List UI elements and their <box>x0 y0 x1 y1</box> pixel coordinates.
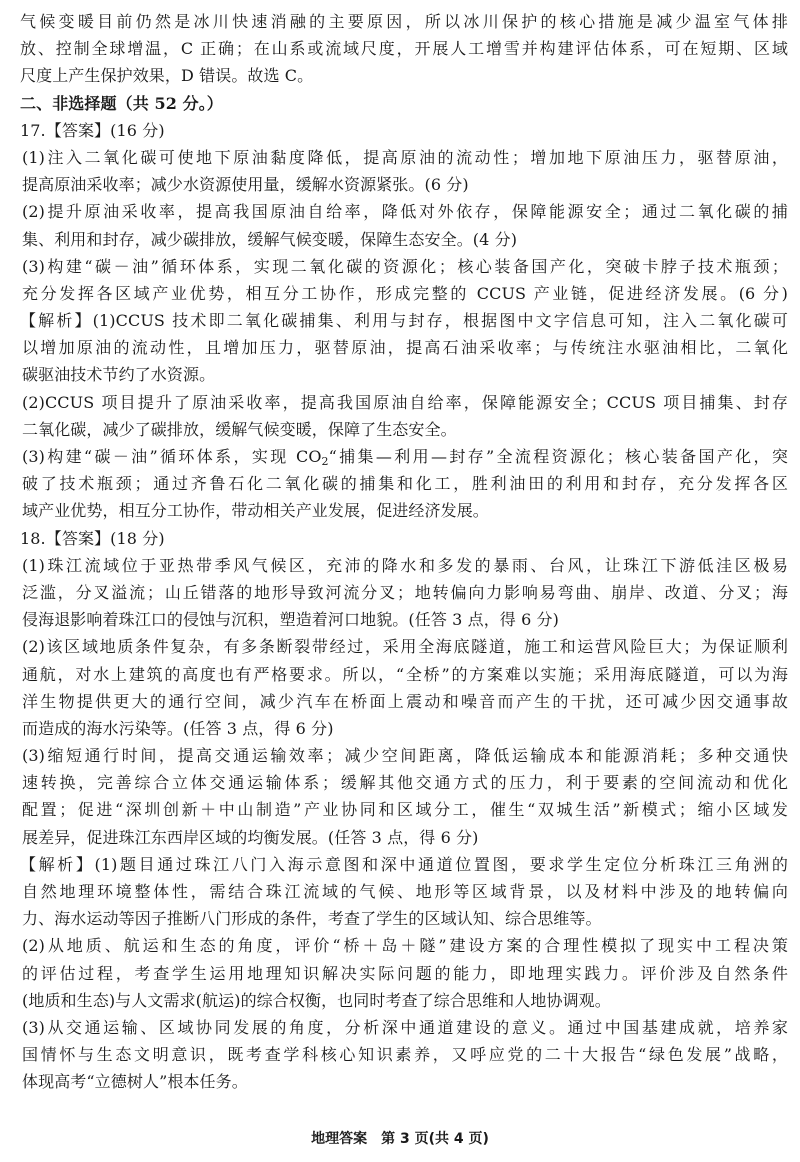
text-line: 力、海水运动等因子推断八门形成的条件，考查了学生的区域认知、综合思维等。 <box>22 909 602 929</box>
text-line: 放、控制全球增温，C 正确；在山系或流域尺度，开展人工增雪并构建评估体系，可在短期、区域 <box>20 39 788 59</box>
text-line: 洋生物提供更大的通行空间，减少汽车在桥面上震动和噪音而产生的干扰，还可减少因交通事故 <box>22 691 788 711</box>
text-line: 提高原油采收率；减少水资源使用量，缓解水资源紧张。(6 分) <box>22 175 469 195</box>
text-line: (3)从交通运输、区域协同发展的角度，分析深中通道建设的意义。通过中国基建成就，培养家 <box>22 1017 788 1037</box>
text-line: 域产业优势，相互分工协作，带动相关产业发展，促进经济发展。 <box>22 501 489 521</box>
text-line: (2)提升原油采收率，提高我国原油自给率，降低对外依存，保障能源安全；通过二氧化碳的捕 <box>22 202 788 222</box>
text-line: (2)该区域地质条件复杂，有多条断裂带经过，采用全海底隧道，施工和运营风险巨大；为保证顺利 <box>22 637 788 657</box>
text-line <box>20 443 788 470</box>
text-segment: “捕集—利用—封存”全流程资源化；核心装备国产化，突 <box>328 447 788 466</box>
subscript-text: 2 <box>321 455 329 468</box>
question-answer-heading: 17.【答案】(16 分) <box>20 120 165 140</box>
text-line: 气候变暖目前仍然是冰川快速消融的主要原因，所以冰川保护的核心措施是减少温室气体排 <box>20 12 788 31</box>
text-line: (2)从地质、航运和生态的角度，评价“桥＋岛＋隧”建设方案的合理性模拟了现实中工程决策 <box>22 936 788 956</box>
text-line: 以增加原油的流动性，且增加压力，驱替原油，提高石油采收率；与传统注水驱油相比，二氧化 <box>22 338 788 358</box>
text-line: (2)CCUS 项目提升了原油采收率，提高我国原油自给率，保障能源安全；CCUS 项目捕集、封存 <box>22 392 788 412</box>
text-line: 集、利用和封存，减少碳排放，缓解气候变暖，保障生态安全。(4 分) <box>22 229 518 249</box>
text-line: 速转换，完善综合立体交通运输体系；缓解其他交通方式的压力，利于要素的空间流动和优化 <box>22 773 788 793</box>
text-line: 国情怀与生态文明意识，既考查学科核心知识素养，又呼应党的二十大报告“绿色发展”战略， <box>22 1045 788 1065</box>
page-footer: 地理答案 第 3 页(共 4 页) <box>311 1131 489 1147</box>
answer-document <box>20 8 788 1096</box>
text-line: 侵海退影响着珠江口的侵蚀与沉积，塑造着河口地貌。(任答 3 点，得 6 分) <box>22 610 559 630</box>
text-line: 而造成的海水污染等。(任答 3 点，得 6 分) <box>22 718 334 738</box>
text-line: 体现高考“立德树人”根本任务。 <box>22 1072 248 1092</box>
text-line: 破了技术瓶颈；通过齐鲁石化二氧化碳的捕集和化工，胜利油田的利用和封存，充分发挥各区 <box>22 474 788 494</box>
text-line: 尺度上产生保护效果，D 错误。故选 C。 <box>20 66 314 86</box>
text-segment: (3)构建“碳－油”循环体系，实现 CO <box>22 447 322 466</box>
text-line: 的评估过程，考查学生运用地理知识解决实际问题的能力，即地理实践力。评价涉及自然条件 <box>22 963 788 983</box>
text-line: 碳驱油技术节约了水资源。 <box>22 365 216 385</box>
section-heading: 二、非选择题（共 52 分。） <box>20 93 223 113</box>
text-line: (地质和生态)与人文需求(航运)的综合权衡，也同时考查了综合思维和人地协调观。 <box>22 990 611 1010</box>
text-line: 通航，对水上建筑的高度也有严格要求。所以，“全桥”的方案难以实施；采用海底隧道，可以为海 <box>22 664 788 684</box>
text-line: (3)缩短通行时间，提高交通运输效率；减少空间距离，降低运输成本和能源消耗；多种交通快 <box>22 746 788 766</box>
text-line: 配置；促进“深圳创新＋中山制造”产业协同和区域分工，催生“双城生活”新模式；缩小区域发 <box>22 800 788 820</box>
text-line: 二氧化碳，减少了碳排放，缓解气候变暖，保障了生态安全。 <box>22 419 457 439</box>
question-answer-heading: 18.【答案】(18 分) <box>20 528 165 548</box>
text-line: (3)构建“碳－油”循环体系，实现二氧化碳的资源化；核心装备国产化，突破卡脖子技术瓶颈； <box>22 256 788 276</box>
analysis-line: 【解析】(1)CCUS 技术即二氧化碳捕集、利用与封存，根据图中文字信息可知，注入二氧化碳可 <box>20 311 788 331</box>
text-line: 自然地理环境整体性，需结合珠江流域的气候、地形等区域背景，以及材料中涉及的地转偏向 <box>22 882 788 901</box>
text-line: 泛滥，分叉溢流；山丘错落的地形导致河流分叉；地转偏向力影响易弯曲、崩岸、改道、分叉；海 <box>22 582 788 602</box>
text-line: (1)注入二氧化碳可使地下原油黏度降低，提高原油的流动性；增加地下原油压力，驱替原油， <box>22 147 788 167</box>
text-line: 充分发挥各区域产业优势，相互分工协作，形成完整的 CCUS 产业链，促进经济发展。(6 分) <box>22 283 788 303</box>
text-line: 展差异，促进珠江东西岸区域的均衡发展。(任答 3 点，得 6 分) <box>22 827 479 847</box>
analysis-line: 【解析】(1)题目通过珠江八门入海示意图和深中通道位置图，要求学生定位分析珠江三角洲的 <box>20 854 788 874</box>
text-line: (1)珠江流域位于亚热带季风气候区，充沛的降水和多发的暴雨、台风，让珠江下游低洼区极易 <box>22 555 788 575</box>
